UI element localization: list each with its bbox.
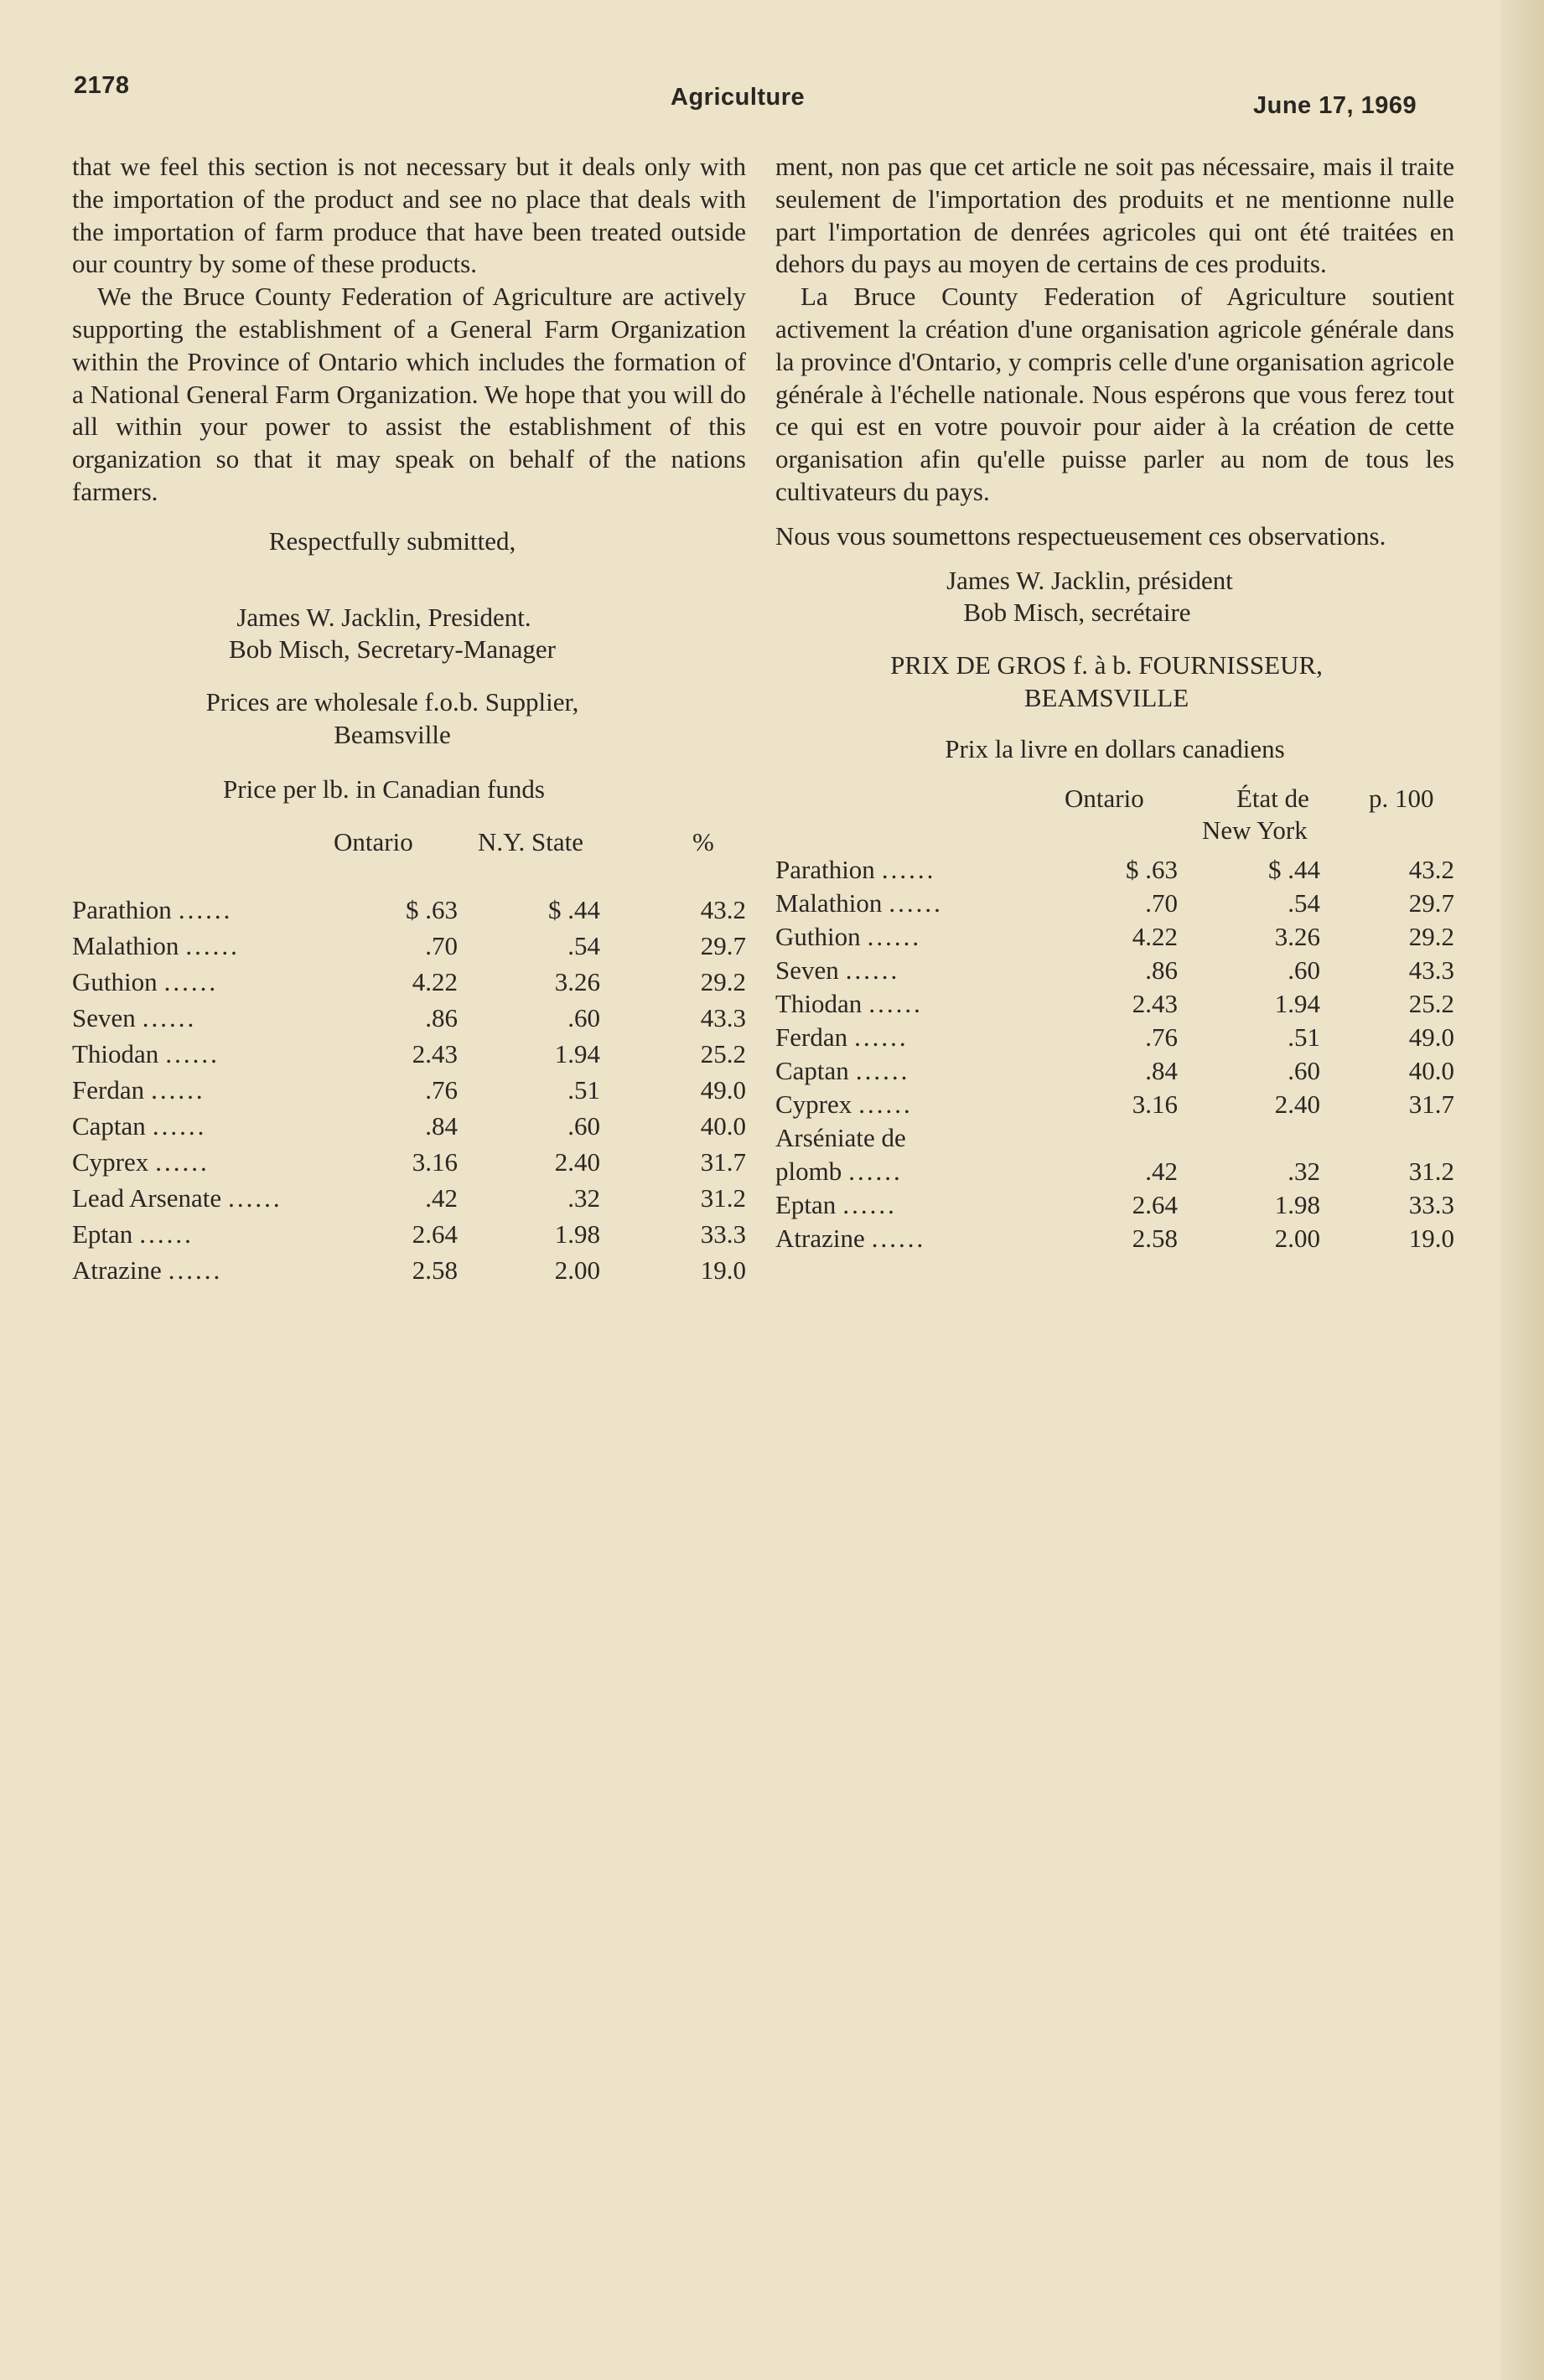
prices-note: BEAMSVILLE (1023, 682, 1189, 712)
column-header: New York (1202, 815, 1308, 845)
column-header: Ontario (1065, 783, 1144, 813)
table-row (775, 955, 1454, 989)
ny-price: 2.00 (554, 1255, 600, 1285)
table-row (775, 1224, 1454, 1257)
percent-value: 25.2 (1408, 988, 1454, 1018)
ontario-price: .70 (425, 930, 458, 960)
dot-leader: ...... (151, 1074, 205, 1105)
ontario-price: .86 (425, 1002, 458, 1032)
dot-leader: ...... (855, 1055, 910, 1085)
percent-value: 29.7 (1408, 887, 1454, 918)
column-header: % (692, 826, 714, 856)
ny-price: 2.40 (1274, 1089, 1320, 1119)
table-row (775, 922, 1454, 955)
closing-line: Respectfully submitted, (268, 525, 516, 556)
dot-leader: ...... (139, 1218, 194, 1249)
ontario-price: $ .63 (406, 894, 458, 924)
ny-price: .51 (567, 1074, 600, 1105)
item-name: plomb ...... (775, 1156, 903, 1186)
closing-line: Nous vous soumettons respectueusement ces observations. (775, 520, 1386, 551)
ontario-price: 3.16 (1132, 1089, 1178, 1119)
item-name: Guthion ...... (72, 966, 219, 996)
ny-price: .51 (1288, 1022, 1320, 1052)
percent-value: 31.7 (700, 1146, 746, 1177)
percent-value: 29.7 (700, 930, 746, 960)
table-row (775, 1156, 1454, 1190)
table-row (72, 1219, 746, 1255)
ontario-price: 2.58 (1132, 1223, 1178, 1253)
ontario-price: .84 (425, 1110, 458, 1141)
ontario-price: 2.58 (412, 1255, 458, 1285)
dot-leader: ...... (871, 1223, 926, 1253)
dot-leader: ...... (142, 1002, 197, 1032)
dot-leader: ...... (881, 854, 936, 884)
table-row (775, 1089, 1454, 1123)
percent-value: 43.3 (700, 1002, 746, 1032)
item-name: Thiodan ...... (775, 988, 923, 1018)
table-row (72, 1255, 746, 1291)
ny-price: .32 (567, 1182, 600, 1213)
ontario-price: 2.64 (1132, 1189, 1178, 1219)
ny-price: .32 (1288, 1156, 1320, 1186)
ontario-price: .76 (1145, 1022, 1178, 1052)
item-name: Cyprex ...... (775, 1089, 913, 1119)
english-column (72, 151, 746, 1291)
table-row (775, 855, 1454, 888)
ontario-price: 4.22 (412, 966, 458, 996)
ny-price: .54 (567, 930, 600, 960)
item-name: Eptan ...... (775, 1189, 897, 1219)
ontario-price: .70 (1145, 887, 1178, 918)
percent-value: 19.0 (1408, 1223, 1454, 1253)
column-header: p. 100 (1369, 783, 1434, 813)
ny-price: 1.98 (1274, 1189, 1320, 1219)
ny-price: 1.94 (1274, 988, 1320, 1018)
ny-price (1178, 1123, 1320, 1156)
percent-value: 33.3 (700, 1218, 746, 1249)
ontario-price (1052, 1123, 1178, 1156)
item-name: Seven ...... (72, 1002, 197, 1032)
item-name: Eptan ...... (72, 1218, 194, 1249)
percent-value: 40.0 (700, 1110, 746, 1141)
price-table (775, 855, 1454, 1257)
signature-line: Bob Misch, Secretary-Manager (229, 634, 556, 665)
dot-leader: ...... (185, 930, 240, 960)
ontario-price: 2.43 (1132, 988, 1178, 1018)
percent-value: 49.0 (700, 1074, 746, 1105)
table-header (775, 783, 1454, 855)
percent-value: 43.2 (700, 894, 746, 924)
item-name: Captan ...... (775, 1055, 910, 1085)
dot-leader: ...... (858, 1089, 913, 1119)
table-row (775, 1056, 1454, 1089)
ontario-price: 2.43 (412, 1038, 458, 1068)
dot-leader: ...... (165, 1038, 220, 1068)
prices-note: PRIX DE GROS f. à b. FOURNISSEUR, (890, 650, 1323, 680)
paragraph: that we feel this section is not necessary but it deals only with the importation of the product and see no place that deals with the importation of farm produce that have been treated outside our country by some of these products. (72, 152, 746, 279)
ny-price: .60 (1288, 1055, 1320, 1085)
item-name: Seven ...... (775, 955, 900, 985)
table-row (72, 1039, 746, 1075)
table-row (775, 1190, 1454, 1224)
ny-price: 3.26 (1274, 921, 1320, 951)
ontario-price: .86 (1145, 955, 1178, 985)
dot-leader: ...... (168, 1255, 223, 1285)
section-title: Agriculture (671, 84, 806, 111)
percent-value: 43.2 (1408, 854, 1454, 884)
table-row (775, 1022, 1454, 1056)
table-row (72, 895, 746, 931)
item-name: Malathion ...... (72, 930, 240, 960)
table-row (72, 1183, 746, 1219)
item-name: Malathion ...... (775, 887, 943, 918)
ny-price: .60 (567, 1002, 600, 1032)
page-number: 2178 (74, 72, 130, 99)
table-row (72, 1075, 746, 1111)
column-header: N.Y. State (478, 826, 584, 856)
item-name: Ferdan ...... (775, 1022, 909, 1052)
item-name: Atrazine ...... (775, 1223, 926, 1253)
table-row (775, 1123, 1454, 1156)
dot-leader: ...... (842, 1189, 897, 1219)
item-name: Ferdan ...... (72, 1074, 205, 1105)
ontario-price: 2.64 (412, 1218, 458, 1249)
item-name: Thiodan ...... (72, 1038, 220, 1068)
table-row (775, 888, 1454, 922)
item-name: Atrazine ...... (72, 1255, 223, 1285)
dot-leader: ...... (178, 894, 233, 924)
ontario-price: 3.16 (412, 1146, 458, 1177)
table-row (775, 989, 1454, 1022)
table-row (72, 931, 746, 967)
percent-value: 31.7 (1408, 1089, 1454, 1119)
ny-price: 1.98 (554, 1218, 600, 1249)
ny-price: $ .44 (548, 894, 600, 924)
unit-caption: Prix la livre en dollars canadiens (945, 733, 1285, 763)
ny-price: 2.40 (554, 1146, 600, 1177)
ny-price: $ .44 (1268, 854, 1320, 884)
item-name: Lead Arsenate ...... (72, 1182, 282, 1213)
table-row (72, 967, 746, 1003)
signature-line: Bob Misch, secrétaire (963, 598, 1191, 628)
ny-price: 1.94 (554, 1038, 600, 1068)
item-name: Parathion ...... (775, 854, 936, 884)
item-name: Arséniate de (775, 1122, 906, 1152)
dot-leader: ...... (867, 921, 922, 951)
ny-price: .60 (567, 1110, 600, 1141)
dot-leader: ...... (889, 887, 943, 918)
percent-value: 29.2 (700, 966, 746, 996)
dot-leader: ...... (845, 955, 900, 985)
percent-value: 43.3 (1408, 955, 1454, 985)
dot-leader: ...... (848, 1156, 903, 1186)
dot-leader: ...... (152, 1110, 207, 1141)
french-column (775, 151, 1454, 1257)
paragraph: ment, non pas que cet article ne soit pas nécessaire, mais il traite seulement de l'importation des produits et ne mentionne nulle part l'importation de denrées agricoles qui ont été traitées en dehors du pays au moyen de certains de ces produits. (775, 152, 1454, 279)
page-date: June 17, 1969 (1253, 92, 1417, 119)
percent-value: 49.0 (1408, 1022, 1454, 1052)
dot-leader: ...... (228, 1182, 282, 1213)
paragraph: We the Bruce County Federation of Agriculture are actively supporting the establishment of a General Farm Organization within the Province of Ontario which includes the formation of a National General Farm Organization. We hope that you will do all within your power to assist the establishment of this organization so that it may speak on behalf of the nations farmers. (72, 282, 746, 506)
ontario-price: .42 (425, 1182, 458, 1213)
table-row (72, 1147, 746, 1183)
signature-line: James W. Jacklin, President. (236, 602, 531, 632)
percent-value: 31.2 (1408, 1156, 1454, 1186)
table-header (72, 826, 746, 895)
table-row (72, 1111, 746, 1147)
percent-value: 33.3 (1408, 1189, 1454, 1219)
percent-value: 31.2 (700, 1182, 746, 1213)
prices-note: Beamsville (334, 719, 451, 749)
dot-leader: ...... (155, 1146, 210, 1177)
ontario-price: .84 (1145, 1055, 1178, 1085)
item-name: Captan ...... (72, 1110, 207, 1141)
ny-price: .54 (1288, 887, 1320, 918)
ontario-price: 4.22 (1132, 921, 1178, 951)
ny-price: 3.26 (554, 966, 600, 996)
column-header: Ontario (334, 826, 413, 856)
percent-value (1320, 1123, 1454, 1156)
ny-price: .60 (1288, 955, 1320, 985)
item-name: Guthion ...... (775, 921, 922, 951)
percent-value: 25.2 (700, 1038, 746, 1068)
prices-note: Prices are wholesale f.o.b. Supplier, (205, 687, 579, 717)
unit-caption: Price per lb. in Canadian funds (223, 774, 545, 804)
dot-leader: ...... (868, 988, 923, 1018)
item-name: Parathion ...... (72, 894, 233, 924)
page-edge (1500, 0, 1544, 2380)
ontario-price: .76 (425, 1074, 458, 1105)
dot-leader: ...... (854, 1022, 909, 1052)
signature-line: James W. Jacklin, président (946, 565, 1233, 595)
item-name: Cyprex ...... (72, 1146, 210, 1177)
ontario-price: .42 (1145, 1156, 1178, 1186)
table-row (72, 1003, 746, 1039)
paragraph: La Bruce County Federation of Agriculture soutient activement la création d'une organisation agricole générale dans la province d'Ontario, y compris celle d'une organisation agricole générale à l'échelle nationale. Nous espérons que vous ferez tout ce qui est en votre pouvoir pour aider à la création de cette organisation afin qu'elle puisse parler au nom de tous les cultivateurs du pays. (775, 282, 1454, 506)
ontario-price: $ .63 (1126, 854, 1178, 884)
column-header: État de (1236, 783, 1309, 813)
price-table (72, 895, 746, 1291)
ny-price: 2.00 (1274, 1223, 1320, 1253)
percent-value: 19.0 (700, 1255, 746, 1285)
percent-value: 40.0 (1408, 1055, 1454, 1085)
dot-leader: ...... (163, 966, 219, 996)
percent-value: 29.2 (1408, 921, 1454, 951)
